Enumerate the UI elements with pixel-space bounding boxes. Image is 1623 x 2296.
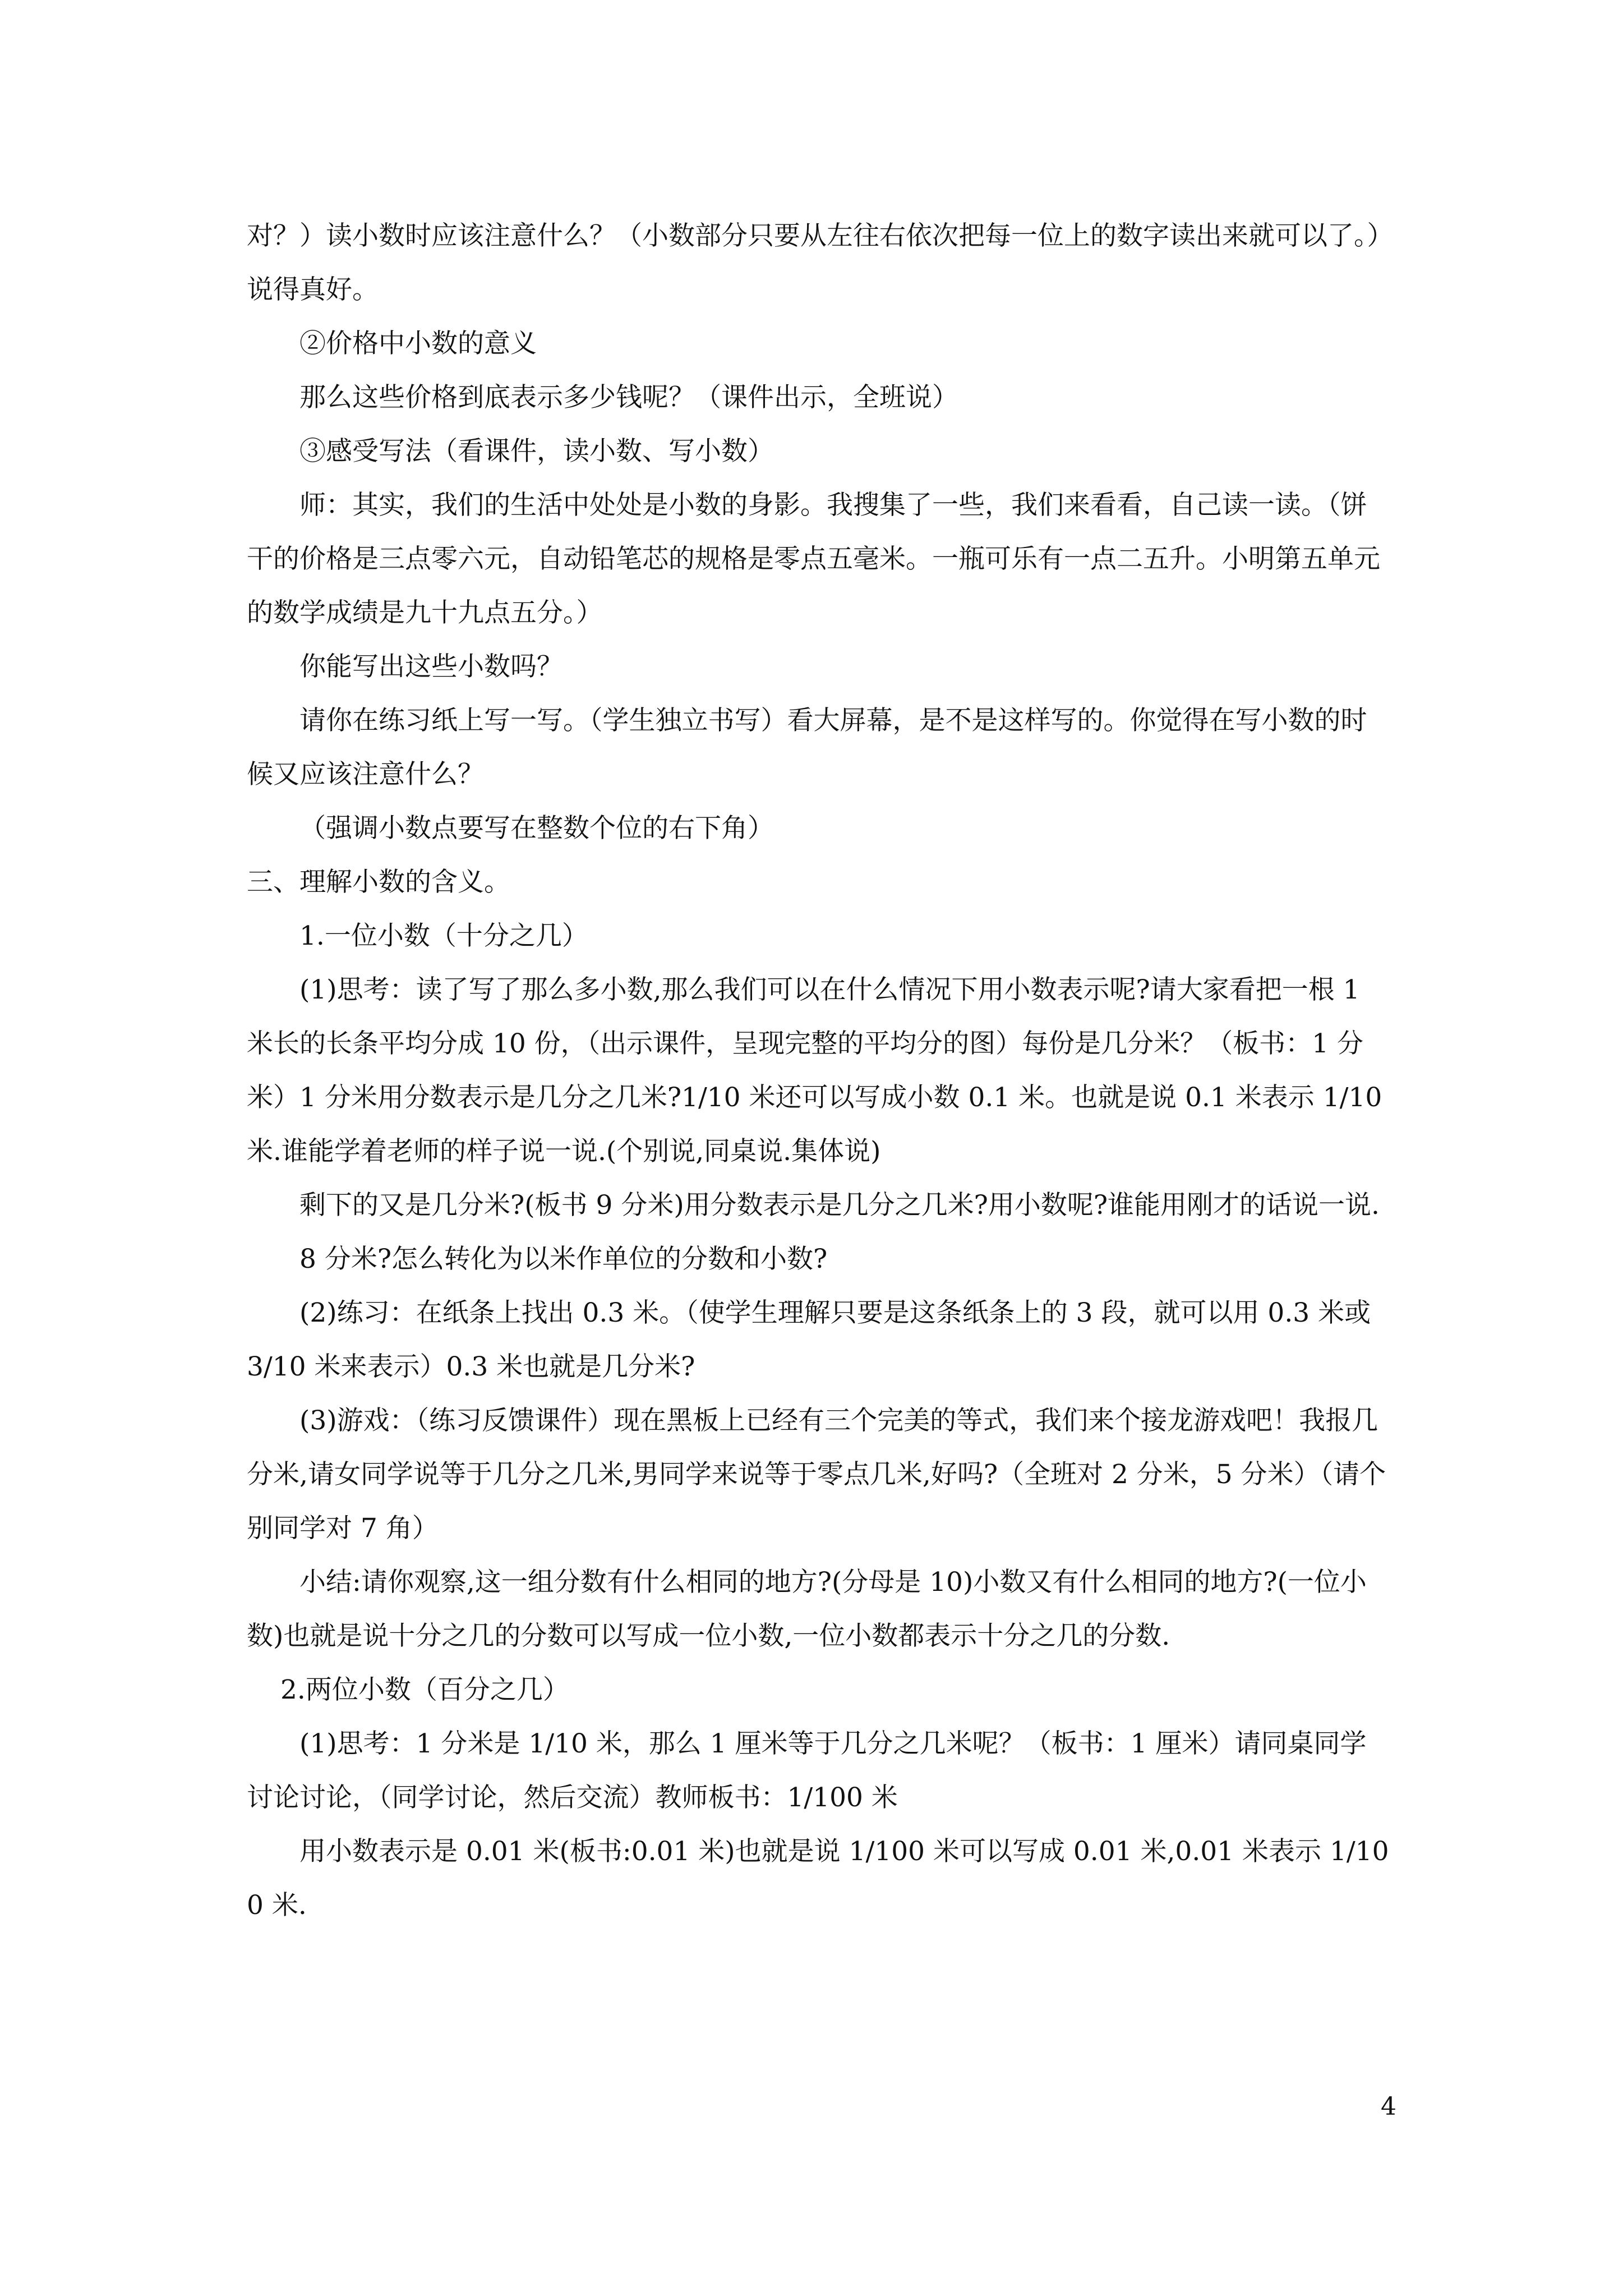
paragraph: 剩下的又是几分米?(板书 9 分米)用分数表示是几分之几米?用小数呢?谁能用刚才的话说一说. — [299, 1190, 1380, 1221]
section-heading: 三、理解小数的含义。 — [247, 867, 510, 898]
subsection-heading: 2.两位小数（百分之几） — [280, 1674, 569, 1705]
document-body — [247, 209, 1391, 1932]
paragraph: ③感受写法（看课件，读小数、写小数） — [299, 436, 774, 467]
page-number: 4 — [1381, 2092, 1396, 2121]
paragraph: (1)思考：读了写了那么多小数,那么我们可以在什么情况下用小数表示呢?请大家看把一根 1 米长的长条平均分成 10 份，（出示课件，呈现完整的平均分的图）每份是几分米？（板书：1 分米）1 分米用分数表示是几分之几米?1/10 米还可以写成小数 0.1 米。也就是说 0.1 米表示 1/10 米.谁能学着老师的样子说一说.(个别说,同桌说.集体说) — [247, 974, 1382, 1167]
subsection-heading: 1.一位小数（十分之几） — [299, 921, 588, 951]
paragraph: 师：其实，我们的生活中处处是小数的身影。我搜集了一些，我们来看看，自己读一读。（饼干的价格是三点零六元，自动铅笔芯的规格是零点五毫米。一瓶可乐有一点二五升。小明第五单元的数学成绩是九十九点五分。） — [247, 490, 1380, 628]
paragraph: 小结:请你观察,这一组分数有什么相同的地方?(分母是 10)小数又有什么相同的地方?(一位小数)也就是说十分之几的分数可以写成一位小数,一位小数都表示十分之几的分数. — [247, 1567, 1367, 1651]
paragraph: 用小数表示是 0.01 米(板书:0.01 米)也就是说 1/100 米可以写成 0.01 米,0.01 米表示 1/100 米. — [247, 1836, 1389, 1921]
paragraph: (1)思考：1 分米是 1/10 米，那么 1 厘米等于几分之几米呢？（板书：1 厘米）请同桌同学讨论讨论，（同学讨论，然后交流）教师板书：1/100 米 — [247, 1728, 1367, 1813]
paragraph: (3)游戏：（练习反馈课件）现在黑板上已经有三个完美的等式，我们来个接龙游戏吧！我报几分米,请女同学说等于几分之几米,男同学来说等于零点几米,好吗?（全班对 2 分米，5 分米）（请个别同学对 7 角） — [247, 1405, 1386, 1544]
paragraph: 请你在练习纸上写一写。（学生独立书写）看大屏幕，是不是这样写的。你觉得在写小数的时候又应该注意什么？ — [247, 705, 1367, 790]
paragraph: ②价格中小数的意义 — [299, 328, 537, 359]
paragraph: 8 分米?怎么转化为以米作单位的分数和小数? — [299, 1244, 828, 1274]
paragraph: 那么这些价格到底表示多少钱呢？（课件出示，全班说） — [299, 382, 958, 413]
paragraph: (2)练习：在纸条上找出 0.3 米。（使学生理解只要是这条纸条上的 3 段，就可以用 0.3 米或 3/10 米来表示）0.3 米也就是几分米? — [247, 1297, 1371, 1382]
paragraph: 你能写出这些小数吗？ — [299, 651, 563, 682]
paragraph: 对？）读小数时应该注意什么？（小数部分只要从左往右依次把每一位上的数字读出来就可以了。）说得真好。 — [247, 220, 1380, 305]
paragraph: （强调小数点要写在整数个位的右下角） — [299, 813, 774, 844]
